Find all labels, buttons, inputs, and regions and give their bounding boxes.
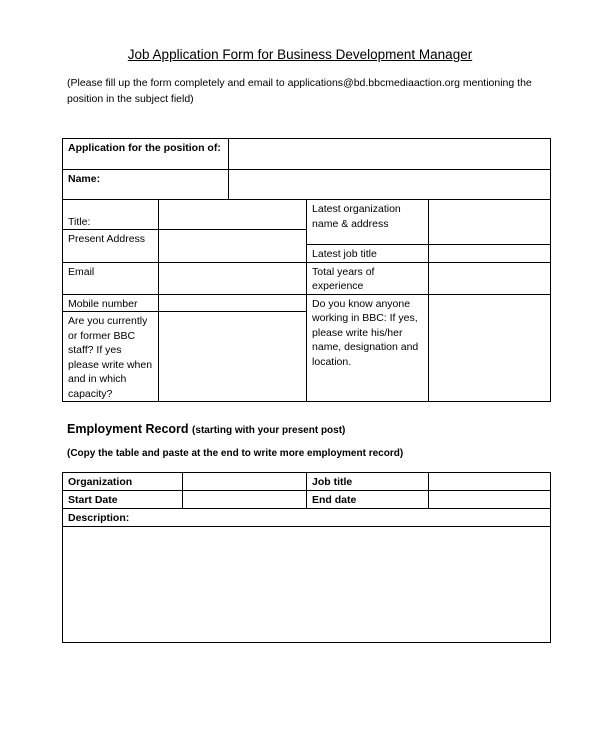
name-label: Name: (63, 170, 229, 200)
present-address-label: Present Address (63, 230, 159, 263)
organization-field[interactable] (183, 473, 307, 491)
employment-table (62, 472, 551, 643)
job-title-label: Job title (307, 473, 429, 491)
title-field[interactable] (159, 200, 307, 230)
know-anyone-field[interactable] (429, 294, 551, 402)
latest-job-title-field[interactable] (429, 245, 551, 263)
description-label: Description: (63, 509, 551, 527)
job-title-field[interactable] (429, 473, 551, 491)
email-label: Email (63, 262, 159, 294)
title-label: Title: (63, 200, 159, 230)
total-years-field[interactable] (429, 262, 551, 294)
organization-label: Organization (63, 473, 183, 491)
employment-heading-note: (starting with your present post) (192, 425, 346, 436)
intro-text: (Please fill up the form completely and email to applications@bd.bbcmediaaction.org mentioning the position in the subject field) (67, 77, 532, 105)
mobile-field[interactable] (159, 294, 307, 312)
email-field[interactable] (159, 262, 307, 294)
personal-info-table (62, 138, 551, 402)
description-field[interactable] (63, 526, 551, 642)
bbc-staff-field[interactable] (159, 312, 307, 402)
present-address-field[interactable] (159, 230, 307, 263)
start-date-field[interactable] (183, 491, 307, 509)
page-title: Job Application Form for Business Development Manager (127, 47, 473, 62)
position-field[interactable] (229, 139, 551, 170)
end-date-field[interactable] (429, 491, 551, 509)
copy-note: (Copy the table and paste at the end to write more employment record) (67, 448, 404, 459)
latest-job-title-label: Latest job title (307, 245, 429, 263)
bbc-staff-label: Are you currently or former BBC staff? If yes please write when and in which capacity? (63, 312, 159, 402)
start-date-label: Start Date (63, 491, 183, 509)
name-field[interactable] (229, 170, 551, 200)
latest-org-field[interactable] (429, 200, 551, 245)
employment-heading (67, 422, 345, 436)
end-date-label: End date (307, 491, 429, 509)
mobile-label: Mobile number (63, 294, 159, 312)
latest-org-label: Latest organization name & address (307, 200, 429, 245)
total-years-label: Total years of experience (307, 262, 429, 294)
know-anyone-label: Do you know anyone working in BBC: If yes, please write his/her name, designation and location. (307, 294, 429, 402)
position-label: Application for the position of: (63, 139, 229, 170)
employment-heading-text: Employment Record (67, 422, 189, 436)
